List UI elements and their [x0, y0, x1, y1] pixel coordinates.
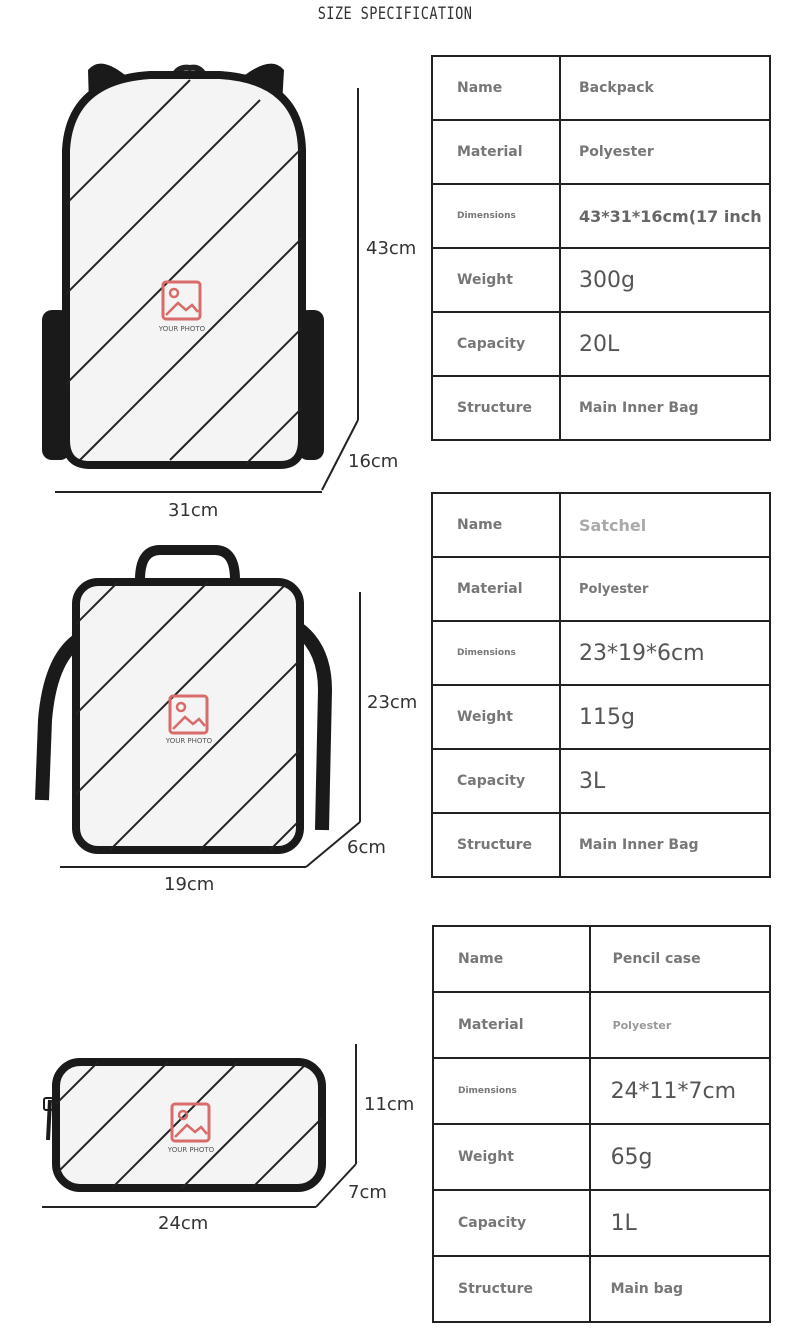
spec-table — [431, 492, 771, 878]
dimension-depth: 7cm — [348, 1182, 387, 1203]
product-backpack — [0, 0, 790, 530]
spec-value: 43*31*16cm(17 inch — [560, 184, 770, 248]
photo-placeholder-text: YOUR PHOTO — [167, 1146, 215, 1154]
spec-label: Dimensions — [432, 184, 560, 248]
spec-label: Capacity — [433, 1190, 590, 1256]
spec-label: Material — [432, 120, 560, 184]
spec-value: Main bag — [590, 1256, 770, 1322]
spec-label: Material — [433, 992, 590, 1058]
spec-label: Name — [432, 56, 560, 120]
spec-row-structure — [432, 813, 770, 877]
spec-label: Structure — [433, 1256, 590, 1322]
spec-row-structure — [432, 376, 770, 440]
spec-row-material — [432, 120, 770, 184]
pencil-case-illustration — [0, 910, 430, 1336]
spec-row-material — [432, 557, 770, 621]
spec-row-weight — [432, 685, 770, 749]
spec-value: Polyester — [560, 120, 770, 184]
spec-value: Satchel — [560, 493, 770, 557]
spec-row-dimensions — [432, 184, 770, 248]
spec-value: 300g — [560, 248, 770, 312]
dimension-height: 23cm — [367, 692, 418, 713]
spec-value: 20L — [560, 312, 770, 376]
spec-label: Structure — [432, 813, 560, 877]
spec-value: Backpack — [560, 56, 770, 120]
spec-table — [431, 55, 771, 441]
dimension-width: 24cm — [158, 1213, 209, 1234]
spec-row-name — [433, 926, 770, 992]
product-pencil-case — [0, 910, 790, 1336]
spec-row-material — [433, 992, 770, 1058]
spec-label: Name — [432, 493, 560, 557]
spec-value: Main Inner Bag — [560, 813, 770, 877]
spec-label: Weight — [432, 248, 560, 312]
spec-row-name — [432, 56, 770, 120]
spec-value: 23*19*6cm — [560, 621, 770, 685]
spec-row-capacity — [432, 312, 770, 376]
spec-label: Name — [433, 926, 590, 992]
page-title: SIZE SPECIFICATION — [317, 4, 473, 24]
dimension-height: 43cm — [366, 238, 417, 259]
spec-value: Polyester — [590, 992, 770, 1058]
spec-label: Material — [432, 557, 560, 621]
spec-row-capacity — [433, 1190, 770, 1256]
dimension-width: 31cm — [168, 500, 219, 521]
spec-table — [432, 925, 771, 1323]
spec-value: 1L — [590, 1190, 770, 1256]
spec-row-weight — [433, 1124, 770, 1190]
dimension-height: 11cm — [364, 1094, 415, 1115]
product-satchel — [0, 515, 790, 910]
spec-label: Capacity — [432, 312, 560, 376]
spec-label: Dimensions — [432, 621, 560, 685]
spec-value: 65g — [590, 1124, 770, 1190]
spec-label: Capacity — [432, 749, 560, 813]
spec-label: Weight — [432, 685, 560, 749]
dimension-depth: 16cm — [348, 451, 399, 472]
spec-value: 115g — [560, 685, 770, 749]
spec-label: Dimensions — [433, 1058, 590, 1124]
photo-placeholder-text: YOUR PHOTO — [165, 737, 213, 745]
spec-row-name — [432, 493, 770, 557]
spec-value: 24*11*7cm — [590, 1058, 770, 1124]
spec-row-weight — [432, 248, 770, 312]
spec-row-dimensions — [433, 1058, 770, 1124]
spec-value: 3L — [560, 749, 770, 813]
dimension-depth: 6cm — [347, 837, 386, 858]
spec-label: Weight — [433, 1124, 590, 1190]
spec-value: Pencil case — [590, 926, 770, 992]
spec-value: Polyester — [560, 557, 770, 621]
photo-placeholder-text: YOUR PHOTO — [158, 325, 206, 333]
dimension-width: 19cm — [164, 874, 215, 895]
spec-row-dimensions — [432, 621, 770, 685]
spec-label: Structure — [432, 376, 560, 440]
spec-row-capacity — [432, 749, 770, 813]
spec-row-structure — [433, 1256, 770, 1322]
spec-value: Main Inner Bag — [560, 376, 770, 440]
